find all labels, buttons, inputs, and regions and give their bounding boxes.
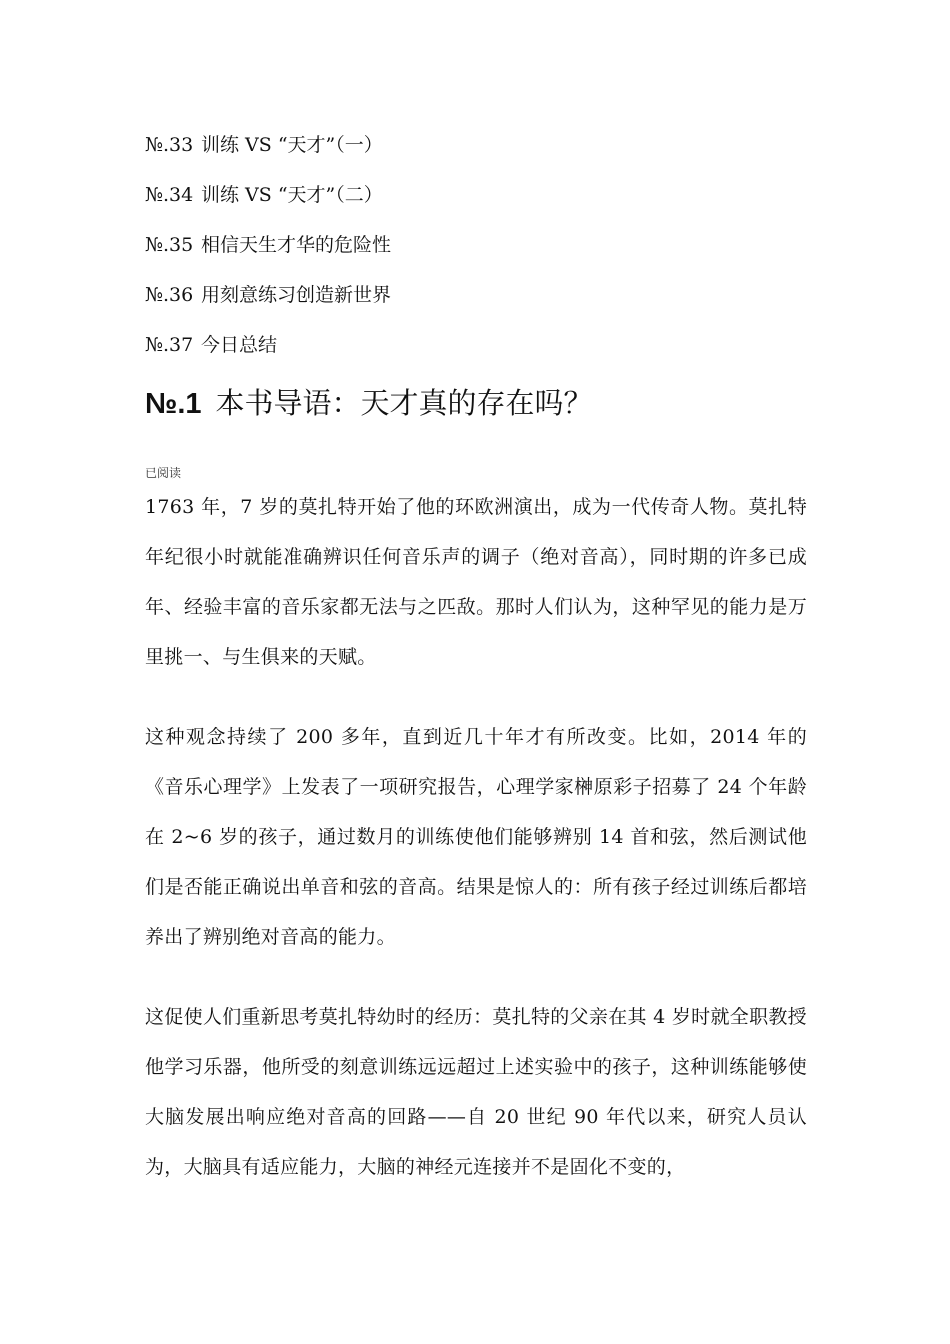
toc-item[interactable] xyxy=(145,170,805,220)
toc-item-number: №.35 xyxy=(145,234,194,256)
toc-item-title: 相信天生才华的危险性 xyxy=(201,234,392,256)
toc-item-number: №.36 xyxy=(145,284,194,306)
toc-item-title: 训练 VS “天才”（二） xyxy=(201,184,383,206)
read-status-label: 已阅读 xyxy=(145,466,182,480)
toc-item-title: 训练 VS “天才”（一） xyxy=(201,134,383,156)
toc-item-number: №.37 xyxy=(145,334,194,356)
section-heading xyxy=(145,380,805,427)
toc-item[interactable] xyxy=(145,220,805,270)
table-of-contents xyxy=(145,120,805,370)
body-paragraph: 这促使人们重新思考莫扎特幼时的经历：莫扎特的父亲在其 4 岁时就全职教授他学习乐器，他所受的刻意训练远远超过上述实验中的孩子，这种训练能够使大脑发展出响应绝对音高的回路——自 20 世纪 90 年代以来，研究人员认为，大脑具有适应能力，大脑的神经元连接并不是固化不变的， xyxy=(145,1006,807,1178)
body-paragraph: 这种观念持续了 200 多年，直到近几十年才有所改变。比如，2014 年的《音乐心理学》上发表了一项研究报告，心理学家榊原彩子招募了 24 个年龄在 2~6 岁的孩子，通过数月的训练使他们能够辨别 14 首和弦，然后测试他们是否能正确说出单音和弦的音高。结果是惊人的：所有孩子经过训练后都培养出了辨别绝对音高的能力。 xyxy=(145,726,807,948)
article-body xyxy=(145,482,807,1222)
section-title: 本书导语：天才真的存在吗？ xyxy=(215,386,593,420)
toc-item-number: №.33 xyxy=(145,134,194,156)
section-number: №.1 xyxy=(145,388,202,420)
body-paragraph: 1763 年，7 岁的莫扎特开始了他的环欧洲演出，成为一代传奇人物。莫扎特年纪很小时就能准确辨识任何音乐声的调子（绝对音高），同时期的许多已成年、经验丰富的音乐家都无法与之匹敌。那时人们认为，这种罕见的能力是万里挑一、与生俱来的天赋。 xyxy=(145,496,807,668)
toc-item-title: 用刻意练习创造新世界 xyxy=(201,284,392,306)
toc-item[interactable] xyxy=(145,320,805,370)
toc-item[interactable] xyxy=(145,120,805,170)
toc-item[interactable] xyxy=(145,270,805,320)
toc-item-title: 今日总结 xyxy=(201,334,278,356)
toc-item-number: №.34 xyxy=(145,184,194,206)
